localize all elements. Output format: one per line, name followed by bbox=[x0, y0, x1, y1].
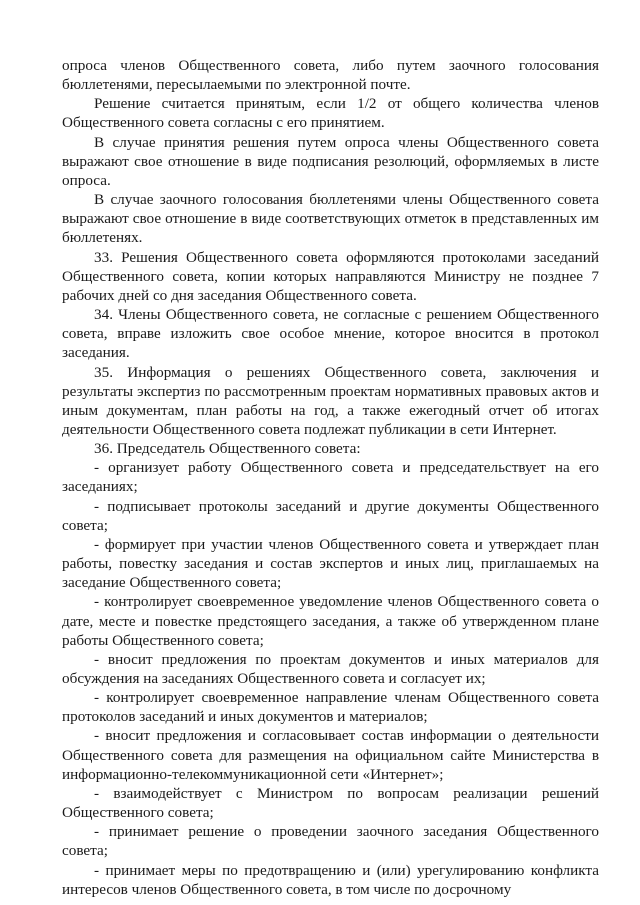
list-item-website-info: - вносит предложения и согласовывает состав информации о деятельности Общественного совета для размещения на официальном сайте Министерства в информационно-телекоммуникационной сети «Интернет»; bbox=[62, 727, 599, 783]
paragraph-34: 34. Члены Общественного совета, не согласные с решением Общественного совета, вправе изложить свое особое мнение, которое вносится в протокол заседания. bbox=[62, 306, 599, 362]
list-item-signs: - подписывает протоколы заседаний и другие документы Общественного совета; bbox=[62, 497, 599, 534]
paragraph-absentee-voting: В случае заочного голосования бюллетенями члены Общественного совета выражают свое отношение в виде соответствующих отметок в представленных им бюллетенях. bbox=[62, 191, 599, 247]
list-item-interacts: - взаимодействует с Министром по вопросам реализации решений Общественного совета; bbox=[62, 784, 599, 822]
paragraph-36-heading: 36. Председатель Общественного совета: bbox=[94, 440, 361, 458]
list-item-controls-delivery: - контролирует своевременное направление членам Общественного совета протоколов заседаний и иных документов и материалов; bbox=[62, 689, 599, 726]
paragraph-continuation: опроса членов Общественного совета, либо путем заочного голосования бюллетенями, пересылаемыми по электронной почте. bbox=[62, 57, 599, 94]
list-item-proposals: - вносит предложения по проектам документов и иных материалов для обсуждения на заседаниях Общественного совета и согласует их; bbox=[62, 650, 599, 687]
paragraph-33: 33. Решения Общественного совета оформляются протоколами заседаний Общественного совета, копии которых направляются Министру не позднее 7 рабочих дней со дня заседания Общественного совета. bbox=[62, 248, 599, 304]
list-item-conflict-of-interest: - принимает меры по предотвращению и (или) урегулированию конфликта интересов членов Общественного совета, в том числе по досрочному bbox=[62, 861, 599, 898]
paragraph-decision-accepted: Решение считается принятым, если 1/2 от общего количества членов Общественного совета согласны с его принятием. bbox=[62, 95, 599, 132]
paragraph-35: 35. Информация о решениях Общественного совета, заключения и результаты экспертиз по рассмотренным проектам нормативных правовых актов и иным документам, план работы на год, а также ежегодный отчет об итогах деятельности Общественного совета подлежат публикации в сети Интернет. bbox=[62, 363, 599, 438]
list-item-forms-plan: - формирует при участии членов Общественного совета и утверждает план работы, повестку заседания и состав экспертов и иных лиц, приглашаемых на заседание Общественного совета; bbox=[62, 535, 599, 592]
document-body bbox=[62, 56, 599, 899]
list-item-organizes: - организует работу Общественного совета и председательствует на его заседаниях; bbox=[62, 459, 599, 496]
list-item-absentee-meeting: - принимает решение о проведении заочного заседания Общественного совета; bbox=[62, 823, 599, 860]
paragraph-survey-decision: В случае принятия решения путем опроса члены Общественного совета выражают свое отношение в виде подписания резолюций, оформляемых в листе опроса. bbox=[62, 133, 599, 189]
list-item-controls-notification: - контролирует своевременное уведомление членов Общественного совета о дате, месте и повестке предстоящего заседания, а также об утвержденном плане работы Общественного совета; bbox=[62, 593, 599, 649]
